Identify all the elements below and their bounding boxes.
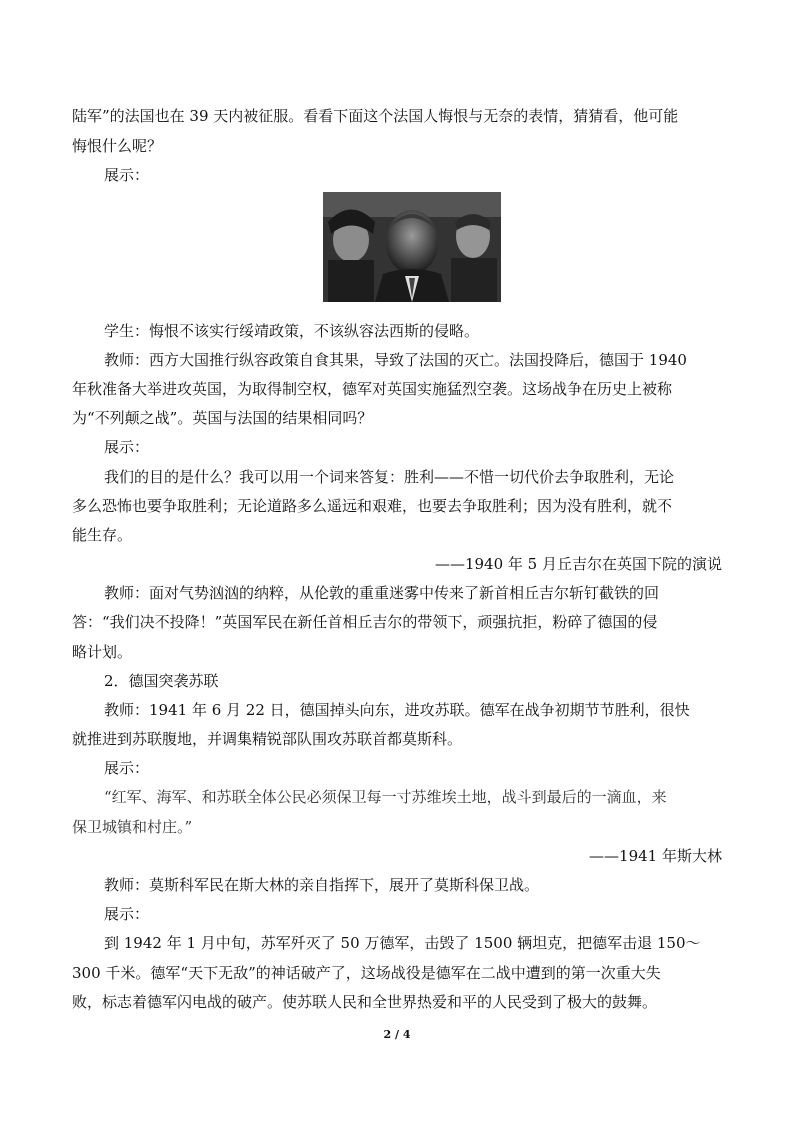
quote-attribution: ——1940 年 5 月丘吉尔在英国下院的演说: [434, 555, 722, 573]
paragraph-line: 为“不列颠之战”。英国与法国的结果相同吗？: [72, 409, 373, 427]
paragraph-line: 略计划。: [72, 643, 133, 661]
paragraph-line: 教师：莫斯科军民在斯大林的亲自指挥下，展开了莫斯科保卫战。: [104, 876, 540, 894]
quote-line: 我们的目的是什么？我可以用一个词来答复：胜利——不惜一切代价去争取胜利，无论: [104, 468, 675, 486]
quote-line: 能生存。: [72, 526, 133, 544]
quote-attribution: ——1941 年斯大林: [589, 847, 722, 865]
paragraph-line: 教师：1941 年 6 月 22 日，德国掉头向东，进攻苏联。德军在战争初期节节胜利，很快: [104, 701, 690, 719]
paragraph-line: 教师：面对气势汹汹的纳粹，从伦敦的重重迷雾中传来了新首相丘吉尔斩钉截铁的回: [104, 584, 660, 602]
quote-line: 保卫城镇和村庄。”: [72, 818, 193, 836]
paragraph-line: 败，标志着德军闪电战的破产。使苏联人民和全世界热爱和平的人民受到了极大的鼓舞。: [72, 993, 658, 1011]
quote-line: 多么恐怖也要争取胜利；无论道路多么遥远和艰难，也要去争取胜利；因为没有胜利，就不: [72, 497, 673, 515]
quote-line: “红军、海军、和苏联全体公民必须保卫每一寸苏维埃土地，战斗到最后的一滴血，来: [104, 788, 667, 806]
paragraph-line: 就推进到苏联腹地，并调集精锐部队围攻苏联首都莫斯科。: [72, 730, 463, 748]
section-heading: 2．德国突袭苏联: [104, 672, 219, 690]
paragraph-line: 教师：西方大国推行纵容政策自食其果，导致了法国的灭亡。法国投降后，德国于 1940: [104, 351, 687, 369]
label-line: 展示：: [104, 759, 150, 777]
label-line: 展示：: [104, 905, 150, 923]
label-line: 展示：: [104, 438, 150, 456]
paragraph-line: 到 1942 年 1 月中旬，苏军歼灭了 50 万德军，击毁了 1500 辆坦克，把德军击退 150～: [104, 934, 701, 952]
paragraph-line: 年秋准备大举进攻英国，为取得制空权，德军对英国实施猛烈空袭。这场战争在历史上被称: [72, 380, 673, 398]
label-line: 展示：: [104, 166, 150, 184]
paragraph-line: 300 千米。德军“天下无敌”的神话破产了，这场战役是德军在二战中遭到的第一次重大失: [72, 964, 661, 982]
photo-french-man: [323, 192, 501, 302]
paragraph-line: 学生：悔恨不该实行绥靖政策，不该纵容法西斯的侵略。: [104, 322, 480, 340]
paragraph-line: 悔恨什么呢？: [72, 137, 163, 155]
paragraph-line: 陆军”的法国也在 39 天内被征服。看看下面这个法国人悔恨与无奈的表情，猜猜看，他可能: [72, 107, 679, 125]
paragraph-line: 答：“我们决不投降！”英国军民在新任首相丘吉尔的带领下，顽强抗拒，粉碎了德国的侵: [72, 613, 658, 631]
page-number: 2 / 4: [383, 1028, 411, 1041]
